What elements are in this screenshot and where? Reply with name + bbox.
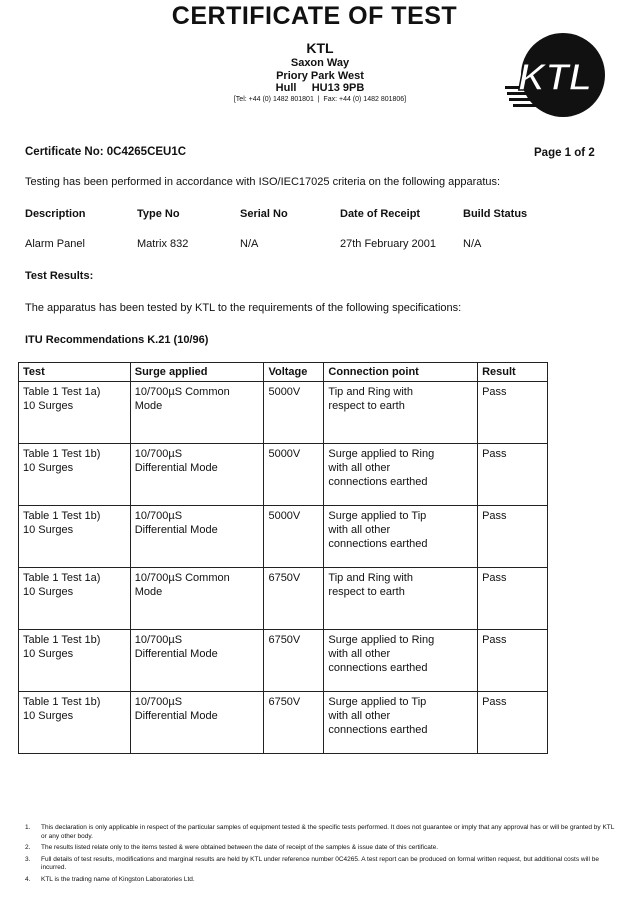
apparatus-type: Matrix 832 <box>137 238 189 250</box>
table-header-row <box>19 363 548 382</box>
cell-voltage: 6750V <box>264 630 324 692</box>
col-header-result: Result <box>478 363 548 382</box>
apparatus-header-description: Description <box>25 208 86 220</box>
cell-voltage: 6750V <box>264 692 324 754</box>
cell-connection: Surge applied to Tip with all other connections earthed <box>324 692 478 754</box>
cell-test: Table 1 Test 1a) 10 Surges <box>19 382 131 444</box>
footnote-number: 2. <box>25 844 31 851</box>
footnote-text: The results listed relate only to the items tested & were obtained between the date of receipt of the samples & issue date of this certificate. <box>41 844 439 851</box>
apparatus-description: Alarm Panel <box>25 238 85 250</box>
apparatus-header-date: Date of Receipt <box>340 208 421 220</box>
cell-voltage: 5000V <box>264 382 324 444</box>
footnote-text: KTL is the trading name of Kingston Laboratories Ltd. <box>41 875 195 883</box>
issuer-name: KTL <box>306 40 334 56</box>
address-line: Saxon Way <box>290 57 350 69</box>
table-row <box>19 506 548 568</box>
apparatus-date: 27th February 2001 <box>340 238 437 250</box>
svg-text:KTL: KTL <box>518 57 592 99</box>
cell-surge: 10/700µS Differential Mode <box>130 630 264 692</box>
cell-test: Table 1 Test 1b) 10 Surges <box>19 444 131 506</box>
footnote-number: 3. <box>25 855 31 863</box>
table-row <box>19 630 548 692</box>
cell-result: Pass <box>478 692 548 754</box>
apparatus-header-serial: Serial No <box>240 208 288 220</box>
cell-connection: Surge applied to Tip with all other connections earthed <box>324 506 478 568</box>
apparatus-build: N/A <box>463 238 482 250</box>
footnotes <box>25 824 615 887</box>
cell-test: Table 1 Test 1b) 10 Surges <box>19 506 131 568</box>
cell-voltage: 6750V <box>264 568 324 630</box>
cell-result: Pass <box>478 630 548 692</box>
issuer-address <box>170 40 470 104</box>
footnote <box>25 844 615 853</box>
cell-result: Pass <box>478 506 548 568</box>
footnote-text: Full details of test results, modifications and marginal results are held by KTL under reference number 0C4265. A test report can be produced on formal written request, but additional costs will be incurred. <box>41 855 599 871</box>
cell-surge: 10/700µS Common Mode <box>130 382 264 444</box>
cell-connection: Surge applied to Ring with all other connections earthed <box>324 444 478 506</box>
footnote <box>25 856 615 873</box>
footnote <box>25 876 615 885</box>
apparatus-header-build: Build Status <box>463 208 528 220</box>
cell-result: Pass <box>478 444 548 506</box>
contact-line: [Tel: +44 (0) 1482 801801 | Fax: +44 (0) 1482 801806] <box>233 95 407 103</box>
cell-surge: 10/700µS Differential Mode <box>130 506 264 568</box>
apparatus-serial: N/A <box>240 238 259 250</box>
cell-surge: 10/700µS Differential Mode <box>130 692 264 754</box>
cell-test: Table 1 Test 1b) 10 Surges <box>19 630 131 692</box>
cell-connection: Tip and Ring with respect to earth <box>324 382 478 444</box>
footnote-number: 1. <box>25 824 31 831</box>
cell-test: Table 1 Test 1a) 10 Surges <box>19 568 131 630</box>
cell-surge: 10/700µS Common Mode <box>130 568 264 630</box>
apparatus-header-type: Type No <box>137 208 180 220</box>
cell-connection: Surge applied to Ring with all other connections earthed <box>324 630 478 692</box>
cell-connection: Tip and Ring with respect to earth <box>324 568 478 630</box>
spec-text: The apparatus has been tested by KTL to the requirements of the following specifications: <box>25 302 462 314</box>
table-row <box>19 568 548 630</box>
intro-text: Testing has been performed in accordance with ISO/IEC17025 criteria on the following apparatus: <box>25 176 501 188</box>
col-header-voltage: Voltage <box>264 363 324 382</box>
results-heading: Test Results: <box>25 270 94 282</box>
footnote <box>25 824 615 841</box>
ktl-logo <box>505 28 609 124</box>
cell-voltage: 5000V <box>264 506 324 568</box>
cell-voltage: 5000V <box>264 444 324 506</box>
footnote-number: 4. <box>25 875 31 883</box>
certificate-number: Certificate No: 0C4265CEU1C <box>25 146 187 158</box>
col-header-surge: Surge applied <box>130 363 264 382</box>
col-header-test: Test <box>19 363 131 382</box>
cell-surge: 10/700µS Differential Mode <box>130 444 264 506</box>
certificate-title: CERTIFICATE OF TEST <box>171 2 458 30</box>
cell-result: Pass <box>478 382 548 444</box>
col-header-connection: Connection point <box>324 363 478 382</box>
page-indicator: Page 1 of 2 <box>534 147 595 159</box>
cell-test: Table 1 Test 1b) 10 Surges <box>19 692 131 754</box>
spec-heading: ITU Recommendations K.21 (10/96) <box>25 334 209 346</box>
table-row <box>19 692 548 754</box>
table-row <box>19 444 548 506</box>
table-row <box>19 382 548 444</box>
results-table <box>18 362 548 754</box>
address-line: Priory Park West <box>276 69 364 82</box>
footnote-text: This declaration is only applicable in respect of the particular samples of equipment tested & the specific tests performed. It does not guarantee or imply that any approval has or will be granted by KTL or any other body. <box>41 824 615 840</box>
address-line: Hull HU13 9PB <box>275 82 365 94</box>
cell-result: Pass <box>478 568 548 630</box>
